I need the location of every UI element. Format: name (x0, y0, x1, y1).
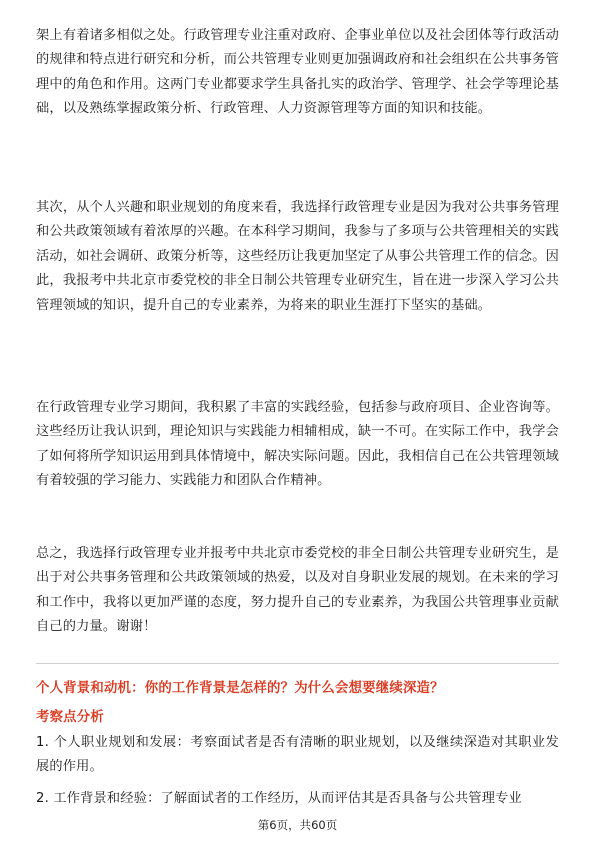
page-footer: 第6页，共60页 (257, 818, 338, 832)
analysis-point: 1. 个人职业规划和发展：考察面试者是否有清晰的职业规划，以及继续深造对其职业发展的作用。 (36, 735, 559, 775)
analysis-point: 2. 工作背景和经验：了解面试者的工作经历，从而评估其是否具备与公共管理专业 (36, 791, 522, 806)
body-paragraph: 其次，从个人兴趣和职业规划的角度来看，我选择行政管理专业是因为我对公共事务管理和公共政策领域有着浓厚的兴趣。在本科学习期间，我参与了多项与公共管理相关的实践活动，如社会调研、政策分析等，这些经历让我更加坚定了从事公共管理工作的信念。因此，我报考中共北京市委党校的非全日制公共管理专业研究生，旨在进一步深入学习公共管理领域的知识，提升自己的专业素养，为将来的职业生涯打下坚实的基础。 (36, 200, 559, 313)
body-paragraph: 总之，我选择行政管理专业并报考中共北京市委党校的非全日制公共管理专业研究生，是出于对公共事务管理和公共政策领域的热爱，以及对自身职业发展的规划。在未来的学习和工作中，我将以更加严谨的态度，努力提升自己的专业素养，为我国公共管理事业贡献自己的力量。谢谢！ (36, 546, 559, 635)
question-title: 个人背景和动机：你的工作背景是怎样的？为什么会想要继续深造？ (36, 681, 444, 696)
section-divider (36, 663, 559, 664)
body-paragraph: 架上有着诸多相似之处。行政管理专业注重对政府、企事业单位以及社会团体等行政活动的规律和特点进行研究和分析，而公共管理专业则更加强调政府和社会组织在公共事务管理中的角色和作用。这两门专业都要求学生具备扎实的政治学、管理学、社会学等理论基础，以及熟练掌握政策分析、行政管理、人力资源管理等方面的知识和技能。 (36, 28, 559, 117)
analysis-heading: 考察点分析 (36, 710, 104, 725)
body-paragraph: 在行政管理专业学习期间，我积累了丰富的实践经验，包括参与政府项目、企业咨询等。这些经历让我认识到，理论知识与实践能力相辅相成，缺一不可。在实际工作中，我学会了如何将所学知识运用到具体情境中，解决实际问题。因此，我相信自己在公共管理领域有着较强的学习能力、实践能力和团队合作精神。 (36, 400, 559, 489)
